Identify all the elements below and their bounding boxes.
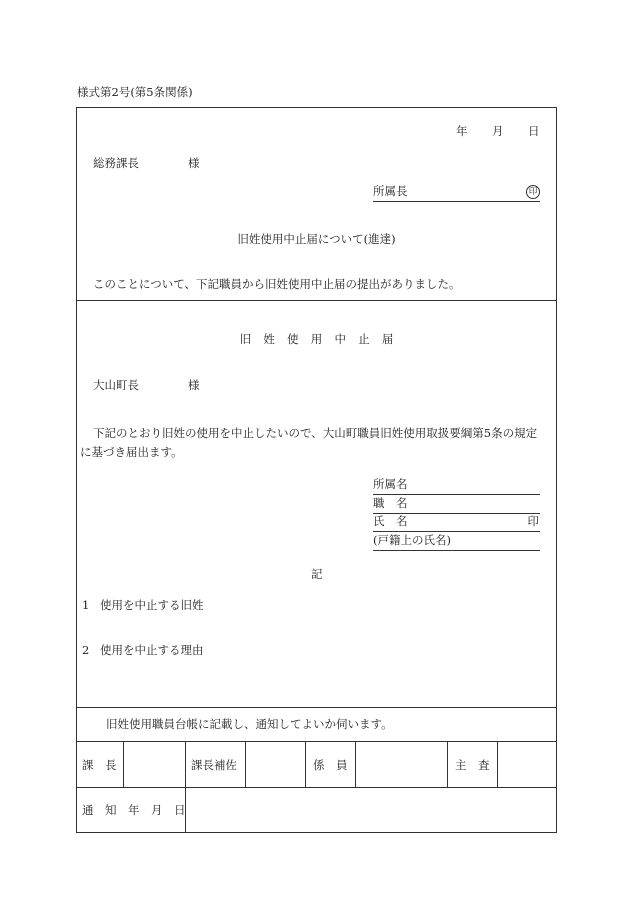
notice-honorific: 様	[188, 378, 200, 392]
item-number: 2	[82, 643, 90, 657]
role-chief-clerk: 主 査	[455, 758, 490, 772]
transmittal-honorific: 様	[188, 156, 200, 170]
notice-title	[76, 332, 557, 346]
role-section-chief: 課 長	[82, 758, 117, 772]
role-deputy-chief: 課長補佐	[191, 758, 237, 772]
date-year-label: 年	[456, 124, 468, 138]
notice-body-line2: に基づき届出ます。	[80, 445, 183, 459]
item-label: 使用を中止する旧姓	[100, 598, 204, 612]
notice-body-line1: 下記のとおり旧姓の使用を中止したいので、大山町職員旧姓使用取扱要綱第5条の規定	[93, 426, 538, 440]
stamp-cell-section-chief[interactable]	[124, 742, 184, 786]
name-field[interactable]	[373, 514, 540, 532]
sender-field[interactable]	[373, 184, 540, 202]
role-staff: 係 員	[313, 758, 348, 772]
transmittal-addressee: 総務課長	[93, 156, 139, 170]
stamp-cell-deputy-chief[interactable]	[246, 742, 304, 786]
stamp-cell-chief-clerk[interactable]	[498, 742, 555, 786]
stamp-cell-staff[interactable]	[356, 742, 446, 786]
ki-heading: 記	[311, 567, 323, 581]
approval-request: 旧姓使用職員台帳に記載し、通知してよいか伺います。	[106, 717, 393, 731]
divider-notice	[76, 707, 557, 708]
transmittal-body: このことについて、下記職員から旧姓使用中止届の提出がありました。	[93, 277, 461, 291]
notice-title-text: 旧姓使用中止届	[239, 332, 406, 346]
item-label: 使用を中止する理由	[100, 643, 204, 657]
registered-name-label: (戸籍上の氏名)	[373, 533, 451, 547]
name-label: 氏 名	[373, 514, 408, 528]
notice-date-field[interactable]	[186, 788, 555, 831]
date-month-label: 月	[492, 124, 504, 138]
registered-name-field[interactable]	[373, 533, 540, 551]
seal-mark-icon: 印	[526, 185, 540, 199]
department-label: 所属名	[373, 477, 408, 491]
divider-transmittal	[76, 300, 557, 301]
cell-divider	[447, 741, 448, 787]
form-label: 様式第2号(第5条関係)	[77, 85, 193, 99]
transmittal-subject: 旧姓使用中止届について(進達)	[237, 232, 396, 246]
position-label: 職 名	[373, 496, 408, 510]
sender-label: 所属長	[373, 184, 408, 198]
notice-addressee: 大山町長	[93, 378, 139, 392]
item-number: 1	[82, 598, 90, 612]
department-field[interactable]	[373, 477, 540, 495]
date-day-label: 日	[528, 124, 540, 138]
cell-divider	[305, 741, 306, 787]
position-field[interactable]	[373, 496, 540, 514]
name-seal-label: 印	[527, 514, 539, 528]
notice-date-label: 通 知 年 月 日	[82, 803, 186, 817]
